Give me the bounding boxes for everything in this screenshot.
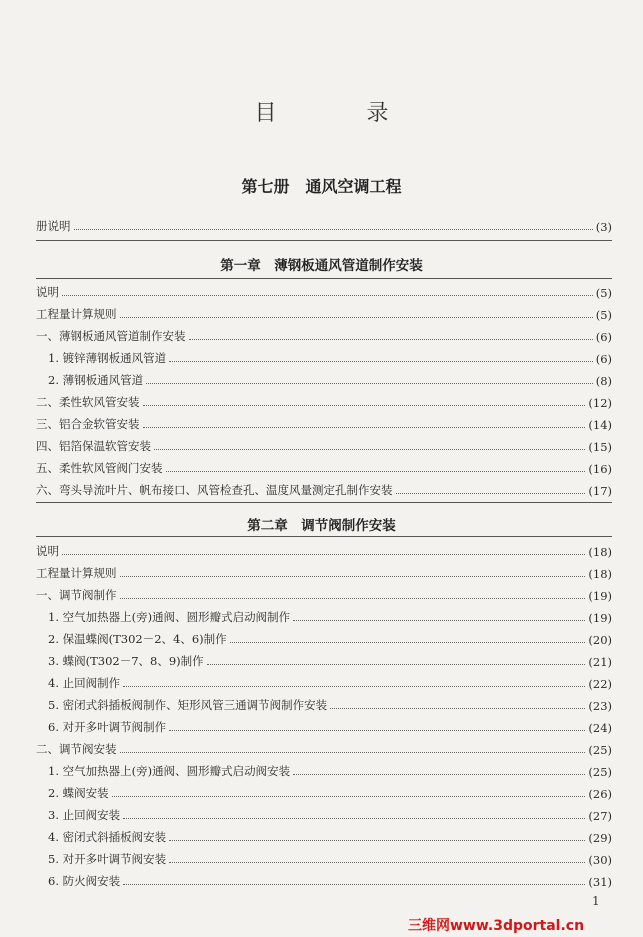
toc-entry: 一、调节阀制作 (19)	[36, 588, 612, 603]
toc-entry: 4. 密闭式斜插板阀安装 (29)	[48, 830, 612, 845]
toc-entry: 2. 薄钢板通风管道 (8)	[48, 373, 612, 388]
toc-entry: 6. 对开多叶调节阀制作 (24)	[48, 720, 612, 735]
page-number: 1	[592, 894, 600, 908]
toc-entry: 6. 防火阀安装 (31)	[48, 874, 612, 889]
toc-entry: 说明 (5)	[36, 285, 612, 300]
divider	[36, 536, 612, 537]
toc-entry: 1. 镀锌薄钢板通风管道 (6)	[48, 351, 612, 366]
chapter-heading: 第二章 调节阀制作安装	[247, 518, 396, 534]
toc-entry: 三、铝合金软管安装 (14)	[36, 417, 612, 432]
divider	[36, 278, 612, 279]
volume-heading: 第七册 通风空调工程	[241, 177, 402, 196]
toc-entry: 3. 蝶阀(T302－7、8、9)制作 (21)	[48, 654, 612, 669]
toc-entry: 5. 密闭式斜插板阀制作、矩形风管三通调节阀制作安装 (23)	[48, 698, 612, 713]
divider	[36, 502, 612, 503]
watermark: 三维网www.3dportal.cn	[408, 918, 585, 934]
toc-entry: 2. 保温蝶阀(T302－2、4、6)制作 (20)	[48, 632, 612, 647]
chapter-heading: 第一章 薄钢板通风管道制作安装	[220, 258, 423, 274]
toc-entry: 4. 止回阀制作 (22)	[48, 676, 612, 691]
toc-entry: 3. 止回阀安装 (27)	[48, 808, 612, 823]
divider	[36, 240, 612, 241]
toc-entry: 册说明 (3)	[36, 219, 612, 234]
toc-entry: 六、弯头导流叶片、帆布接口、风管检查孔、温度风量测定孔制作安装 (17)	[36, 483, 612, 498]
toc-entry: 一、薄钢板通风管道制作安装 (6)	[36, 329, 612, 344]
toc-entry: 五、柔性软风管阀门安装 (16)	[36, 461, 612, 476]
toc-entry: 1. 空气加热器上(旁)通阀、圆形瓣式启动阀安装 (25)	[48, 764, 612, 779]
page-title: 目 录	[254, 101, 423, 126]
toc-entry: 2. 蝶阀安装 (26)	[48, 786, 612, 801]
toc-entry: 二、调节阀安装 (25)	[36, 742, 612, 757]
toc-entry: 说明 (18)	[36, 544, 612, 559]
toc-entry: 工程量计算规则 (18)	[36, 566, 612, 581]
toc-entry: 1. 空气加热器上(旁)通阀、圆形瓣式启动阀制作 (19)	[48, 610, 612, 625]
toc-entry: 四、铝箔保温软管安装 (15)	[36, 439, 612, 454]
toc-entry: 工程量计算规则 (5)	[36, 307, 612, 322]
toc-entry: 二、柔性软风管安装 (12)	[36, 395, 612, 410]
toc-entry: 5. 对开多叶调节阀安装 (30)	[48, 852, 612, 867]
